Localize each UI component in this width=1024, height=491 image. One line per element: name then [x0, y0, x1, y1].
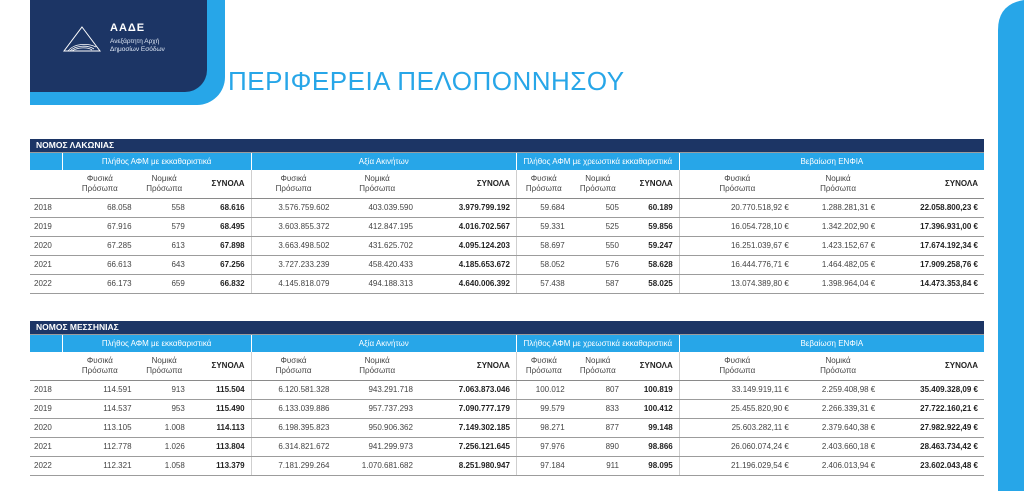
value-cell: 3.576.759.602 [251, 198, 335, 217]
value-cell: 950.906.362 [336, 418, 419, 437]
col-header-total: ΣΥΝΟΛΑ [191, 352, 251, 380]
col-header-natural-label-line2: Πρόσωπα [525, 183, 562, 193]
value-cell: 4.185.653.672 [419, 255, 516, 274]
col-header-legal-label-line2: Πρόσωπα [579, 365, 616, 375]
value-cell: 579 [138, 217, 191, 236]
col-header-legal-label-line1: Νομικά [585, 173, 611, 183]
value-cell: 943.291.718 [336, 380, 419, 399]
value-cell: 505 [571, 198, 625, 217]
col-header-natural-label-line2: Πρόσωπα [81, 365, 118, 375]
value-cell: 113.105 [62, 418, 137, 437]
value-cell: 67.898 [191, 236, 251, 255]
col-header-legal-label-line2: Πρόσωπα [820, 183, 856, 193]
group-header: Πλήθος ΑΦΜ με χρεωστικά εκκαθαριστικά [516, 152, 679, 170]
col-header-natural-label-line2: Πρόσωπα [719, 365, 756, 375]
col-header-natural [251, 170, 335, 198]
value-cell: 97.184 [516, 456, 570, 475]
value-cell: 3.727.233.239 [251, 255, 335, 274]
table-body [30, 380, 984, 475]
col-header-natural-label-line1: Φυσικά [280, 355, 307, 365]
value-cell: 99.148 [625, 418, 679, 437]
value-cell: 4.145.818.079 [251, 274, 335, 293]
value-cell: 7.149.302.185 [419, 418, 517, 437]
value-cell: 6.120.581.328 [251, 380, 335, 399]
value-cell: 2.379.640,38 € [795, 418, 881, 437]
value-cell: 67.256 [191, 255, 251, 274]
table-row [30, 236, 984, 255]
value-cell: 6.133.039.886 [251, 399, 335, 418]
value-cell: 643 [138, 255, 191, 274]
col-header-natural-label-line2: Πρόσωπα [525, 365, 562, 375]
value-cell: 1.398.964,04 € [795, 274, 881, 293]
group-header: Αξία Ακινήτων [251, 334, 516, 352]
col-header-natural-label-line1: Φυσικά [530, 173, 557, 183]
col-header-natural-label-line1: Φυσικά [280, 173, 307, 183]
value-cell: 3.979.799.192 [419, 198, 516, 217]
value-cell: 953 [138, 399, 191, 418]
value-cell: 8.251.980.947 [419, 456, 517, 475]
value-cell: 25.455.820,90 € [679, 399, 795, 418]
value-cell: 21.196.029,54 € [679, 456, 795, 475]
value-cell: 576 [571, 255, 625, 274]
value-cell: 431.625.702 [336, 236, 419, 255]
value-cell: 16.054.728,10 € [679, 217, 795, 236]
table-row [30, 418, 984, 437]
value-cell: 68.058 [62, 198, 137, 217]
value-cell: 1.058 [138, 456, 191, 475]
col-header-natural [679, 352, 795, 380]
value-cell: 890 [571, 437, 625, 456]
value-cell: 1.464.482,05 € [795, 255, 881, 274]
value-cell: 7.090.777.179 [419, 399, 517, 418]
value-cell: 16.444.776,71 € [679, 255, 795, 274]
col-header-legal [138, 170, 191, 198]
col-header-natural [516, 170, 570, 198]
value-cell: 60.189 [625, 198, 679, 217]
col-header-legal-label-line1: Νομικά [825, 355, 851, 365]
value-cell: 27.722.160,21 € [881, 399, 984, 418]
value-cell: 913 [138, 380, 191, 399]
col-header-natural [679, 170, 795, 198]
value-cell: 25.603.282,11 € [679, 418, 795, 437]
value-cell: 100.012 [516, 380, 570, 399]
col-header-natural-label-line2: Πρόσωπα [275, 183, 312, 193]
col-header-legal-label-line1: Νομικά [585, 355, 611, 365]
value-cell: 113.379 [191, 456, 251, 475]
value-cell: 911 [571, 456, 625, 475]
value-cell: 115.504 [191, 380, 251, 399]
value-cell: 6.314.821.672 [251, 437, 335, 456]
value-cell: 35.409.328,09 € [881, 380, 984, 399]
value-cell: 114.537 [62, 399, 137, 418]
value-cell: 33.149.919,11 € [679, 380, 795, 399]
group-header: Βεβαίωση ΕΝΦΙΑ [679, 152, 984, 170]
col-header-legal-label-line2: Πρόσωπα [359, 365, 396, 375]
col-header-legal [571, 170, 625, 198]
col-header-total: ΣΥΝΟΛΑ [881, 170, 984, 198]
value-cell: 22.058.800,23 € [881, 198, 984, 217]
table-body [30, 198, 984, 293]
value-cell: 877 [571, 418, 625, 437]
col-header-legal-label-line2: Πρόσωπα [146, 183, 183, 193]
value-cell: 100.819 [625, 380, 679, 399]
value-cell: 58.052 [516, 255, 570, 274]
year-cell: 2022 [30, 456, 62, 475]
value-cell: 66.613 [62, 255, 137, 274]
col-header-total: ΣΥΝΟΛΑ [625, 352, 679, 380]
group-header-empty [30, 152, 62, 170]
logo-name: ΑΑΔΕ [110, 22, 146, 34]
value-cell: 98.271 [516, 418, 570, 437]
value-cell: 613 [138, 236, 191, 255]
value-cell: 807 [571, 380, 625, 399]
value-cell: 16.251.039,67 € [679, 236, 795, 255]
right-edge-decoration [998, 0, 1024, 491]
table-row [30, 274, 984, 293]
col-header-legal-label-line1: Νομικά [825, 173, 851, 183]
year-cell: 2019 [30, 399, 62, 418]
value-cell: 59.684 [516, 198, 570, 217]
value-cell: 58.697 [516, 236, 570, 255]
value-cell: 27.982.922,49 € [881, 418, 984, 437]
value-cell: 1.423.152,67 € [795, 236, 881, 255]
table-row [30, 399, 984, 418]
col-header-natural-label-line2: Πρόσωπα [719, 183, 756, 193]
year-cell: 2021 [30, 255, 62, 274]
value-cell: 957.737.293 [336, 399, 419, 418]
value-cell: 6.198.395.823 [251, 418, 335, 437]
col-header-legal-label-line1: Νομικά [151, 173, 177, 183]
value-cell: 58.628 [625, 255, 679, 274]
page-title: ΠΕΡΙΦΕΡΕΙΑ ΠΕΛΟΠΟΝΝΗΣΟΥ [228, 66, 625, 96]
col-header-legal-label-line1: Νομικά [364, 355, 390, 365]
col-header-legal-label-line2: Πρόσωπα [820, 365, 856, 375]
col-header-natural [62, 352, 137, 380]
value-cell: 550 [571, 236, 625, 255]
value-cell: 494.188.313 [336, 274, 419, 293]
value-cell: 3.663.498.502 [251, 236, 335, 255]
year-cell: 2020 [30, 236, 62, 255]
value-cell: 659 [138, 274, 191, 293]
year-cell: 2018 [30, 380, 62, 399]
value-cell: 1.008 [138, 418, 191, 437]
lakonia-table [30, 139, 984, 294]
table-row [30, 198, 984, 217]
value-cell: 100.412 [625, 399, 679, 418]
value-cell: 23.602.043,48 € [881, 456, 984, 475]
value-cell: 112.321 [62, 456, 137, 475]
value-cell: 1.026 [138, 437, 191, 456]
value-cell: 59.331 [516, 217, 570, 236]
value-cell: 7.181.299.264 [251, 456, 335, 475]
value-cell: 458.420.433 [336, 255, 419, 274]
col-header-natural-label-line2: Πρόσωπα [81, 183, 118, 193]
value-cell: 97.976 [516, 437, 570, 456]
table-row [30, 437, 984, 456]
value-cell: 57.438 [516, 274, 570, 293]
value-cell: 28.463.734,42 € [881, 437, 984, 456]
col-header-legal-label-line2: Πρόσωπα [359, 183, 396, 193]
value-cell: 1.288.281,31 € [795, 198, 881, 217]
col-header-total: ΣΥΝΟΛΑ [625, 170, 679, 198]
col-header-natural-label-line2: Πρόσωπα [275, 365, 312, 375]
value-cell: 114.113 [191, 418, 251, 437]
value-cell: 66.173 [62, 274, 137, 293]
value-cell: 7.063.873.046 [419, 380, 517, 399]
year-cell: 2018 [30, 198, 62, 217]
value-cell: 17.396.931,00 € [881, 217, 984, 236]
value-cell: 68.616 [191, 198, 251, 217]
col-header-legal [138, 352, 191, 380]
year-header [30, 170, 62, 198]
col-header-legal-label-line1: Νομικά [151, 355, 177, 365]
value-cell: 99.579 [516, 399, 570, 418]
col-header-legal-label-line1: Νομικά [364, 173, 390, 183]
value-cell: 113.804 [191, 437, 251, 456]
value-cell: 58.025 [625, 274, 679, 293]
section-title: ΝΟΜΟΣ ΜΕΣΣΗΝΙΑΣ [30, 321, 984, 334]
value-cell: 14.473.353,84 € [881, 274, 984, 293]
col-header-natural-label-line1: Φυσικά [86, 173, 113, 183]
col-header-legal-label-line2: Πρόσωπα [146, 365, 183, 375]
value-cell: 66.832 [191, 274, 251, 293]
section-title: ΝΟΜΟΣ ΛΑΚΩΝΙΑΣ [30, 139, 984, 152]
value-cell: 13.074.389,80 € [679, 274, 795, 293]
value-cell: 59.856 [625, 217, 679, 236]
col-header-natural [516, 352, 570, 380]
table-row [30, 255, 984, 274]
col-header-legal-label-line2: Πρόσωπα [579, 183, 616, 193]
value-cell: 833 [571, 399, 625, 418]
col-header-natural-label-line1: Φυσικά [86, 355, 113, 365]
col-header-legal [336, 352, 419, 380]
value-cell: 4.016.702.567 [419, 217, 516, 236]
value-cell: 587 [571, 274, 625, 293]
col-header-natural-label-line1: Φυσικά [530, 355, 557, 365]
col-header-legal [571, 352, 625, 380]
col-header-legal [795, 352, 881, 380]
value-cell: 26.060.074,24 € [679, 437, 795, 456]
value-cell: 59.247 [625, 236, 679, 255]
col-header-total: ΣΥΝΟΛΑ [419, 170, 516, 198]
value-cell: 68.495 [191, 217, 251, 236]
table-row [30, 217, 984, 236]
col-header-natural-label-line1: Φυσικά [724, 355, 751, 365]
value-cell: 403.039.590 [336, 198, 419, 217]
group-header: Πλήθος ΑΦΜ με εκκαθαριστικά [62, 334, 251, 352]
group-header: Βεβαίωση ΕΝΦΙΑ [679, 334, 984, 352]
value-cell: 112.778 [62, 437, 137, 456]
value-cell: 3.603.855.372 [251, 217, 335, 236]
value-cell: 67.285 [62, 236, 137, 255]
col-header-natural [251, 352, 335, 380]
logo-subtitle-line2: Δημοσίων Εσόδων [110, 46, 165, 53]
col-header-total: ΣΥΝΟΛΑ [191, 170, 251, 198]
col-header-legal [795, 170, 881, 198]
value-cell: 98.866 [625, 437, 679, 456]
value-cell: 115.490 [191, 399, 251, 418]
value-cell: 2.406.013,94 € [795, 456, 881, 475]
group-header: Πλήθος ΑΦΜ με χρεωστικά εκκαθαριστικά [516, 334, 679, 352]
value-cell: 4.095.124.203 [419, 236, 516, 255]
logo-subtitle-line1: Ανεξάρτητη Αρχή [110, 38, 160, 45]
messinia-table [30, 321, 984, 476]
value-cell: 558 [138, 198, 191, 217]
table-row [30, 380, 984, 399]
value-cell: 941.299.973 [336, 437, 419, 456]
group-header: Αξία Ακινήτων [251, 152, 516, 170]
value-cell: 98.095 [625, 456, 679, 475]
year-cell: 2022 [30, 274, 62, 293]
year-cell: 2021 [30, 437, 62, 456]
value-cell: 7.256.121.645 [419, 437, 517, 456]
col-header-natural-label-line1: Φυσικά [724, 173, 751, 183]
value-cell: 525 [571, 217, 625, 236]
col-header-total: ΣΥΝΟΛΑ [419, 352, 517, 380]
col-header-natural [62, 170, 137, 198]
section-lakonia [30, 139, 984, 294]
table-row [30, 456, 984, 475]
value-cell: 2.266.339,31 € [795, 399, 881, 418]
aade-logo-icon [60, 25, 104, 53]
value-cell: 2.403.660,18 € [795, 437, 881, 456]
year-header [30, 352, 62, 380]
col-header-legal [336, 170, 419, 198]
value-cell: 67.916 [62, 217, 137, 236]
year-cell: 2019 [30, 217, 62, 236]
year-cell: 2020 [30, 418, 62, 437]
value-cell: 2.259.408,98 € [795, 380, 881, 399]
value-cell: 17.909.258,76 € [881, 255, 984, 274]
value-cell: 17.674.192,34 € [881, 236, 984, 255]
value-cell: 20.770.518,92 € [679, 198, 795, 217]
col-header-total: ΣΥΝΟΛΑ [881, 352, 984, 380]
value-cell: 114.591 [62, 380, 137, 399]
section-messinia [30, 321, 984, 476]
value-cell: 1.070.681.682 [336, 456, 419, 475]
group-header: Πλήθος ΑΦΜ με εκκαθαριστικά [62, 152, 251, 170]
group-header-empty [30, 334, 62, 352]
value-cell: 1.342.202,90 € [795, 217, 881, 236]
value-cell: 4.640.006.392 [419, 274, 516, 293]
value-cell: 412.847.195 [336, 217, 419, 236]
